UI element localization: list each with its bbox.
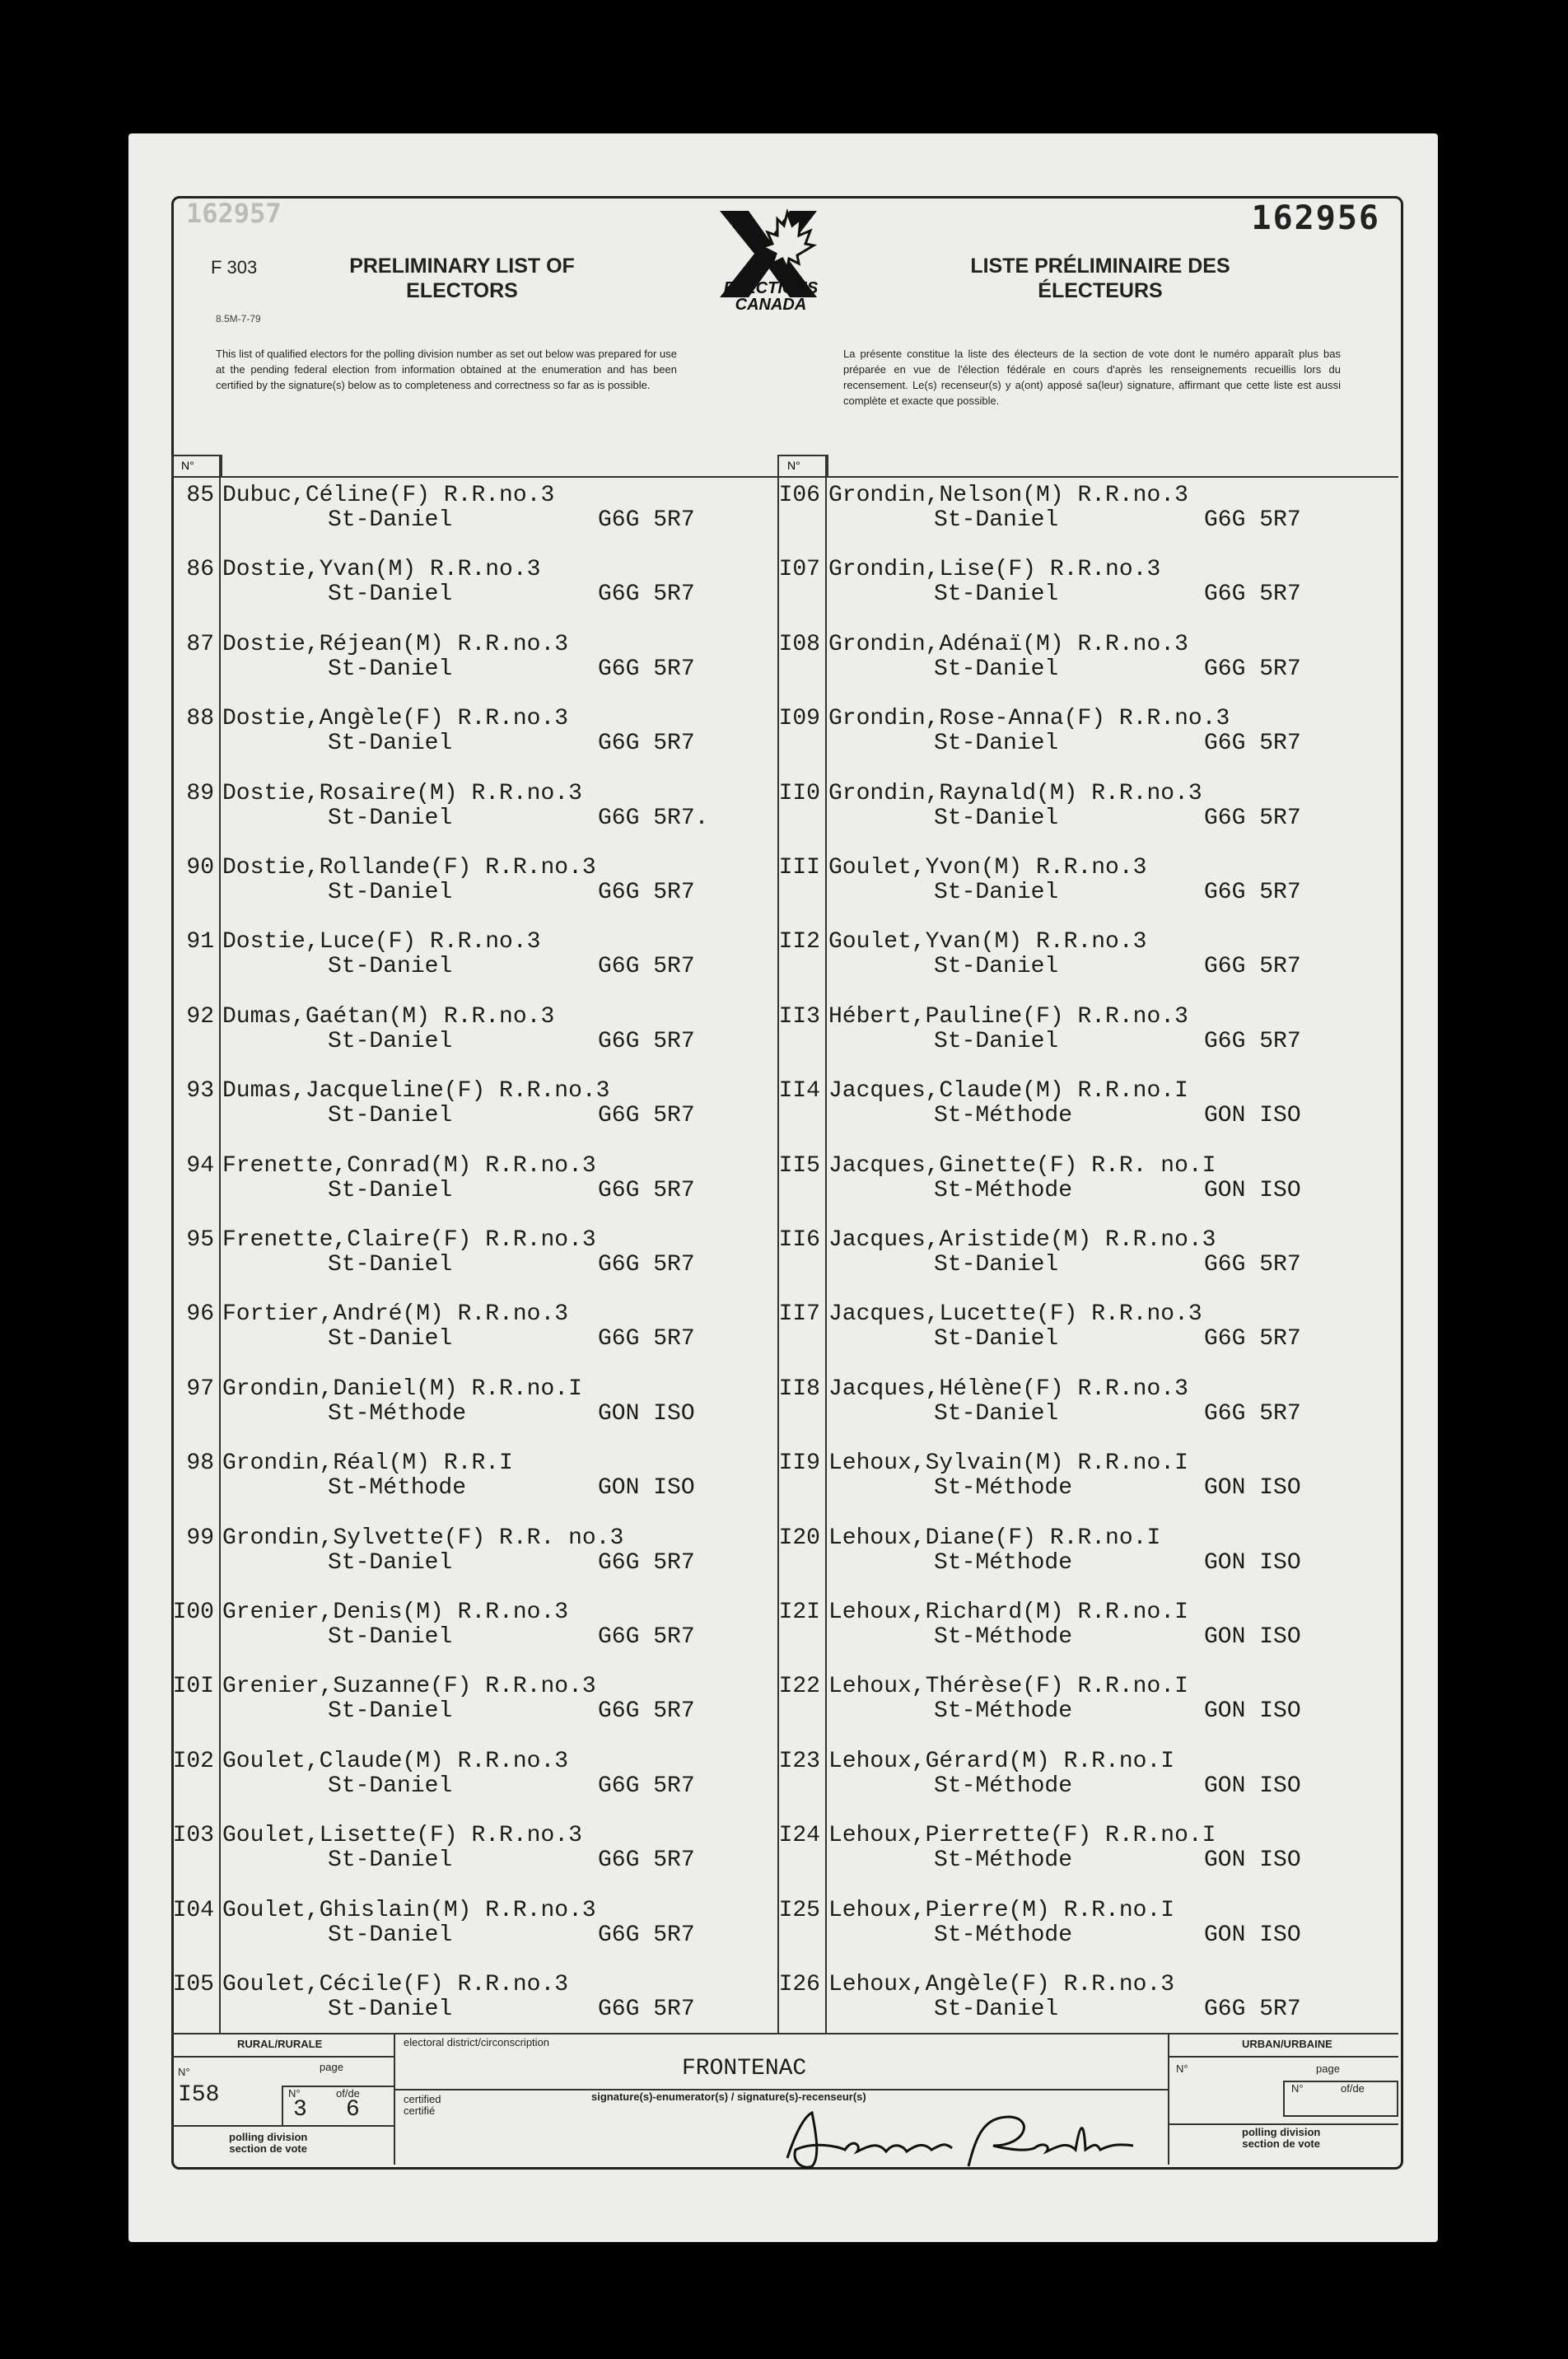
elector-entry xyxy=(171,1004,748,1078)
elector-postal-code: G6G 5R7 xyxy=(1204,656,1301,682)
elector-name: Grondin,Lise(F) R.R.no.3 xyxy=(828,557,1161,583)
entry-number: I25 xyxy=(778,1897,820,1923)
elector-postal-code: GON ISO xyxy=(1204,1624,1301,1650)
elector-postal-code: GON ISO xyxy=(1204,1549,1301,1576)
elector-locality: St-Méthode xyxy=(934,1177,1073,1203)
elector-postal-code: G6G 5R7 xyxy=(598,1177,695,1203)
elector-locality: St-Daniel xyxy=(328,1698,453,1725)
elector-postal-code: GON ISO xyxy=(1204,1103,1301,1129)
elector-postal-code: GON ISO xyxy=(1204,1773,1301,1799)
elector-name: Lehoux,Angèle(F) R.R.no.3 xyxy=(828,1972,1175,1997)
elector-name: Jacques,Lucette(F) R.R.no.3 xyxy=(828,1301,1202,1328)
elector-postal-code: GON ISO xyxy=(1204,1177,1301,1203)
elections-canada-wordmark: ELECTIONS CANADA xyxy=(723,279,819,314)
elector-name: Grondin,Réal(M) R.R.I xyxy=(222,1450,513,1477)
polling-no-label: N° xyxy=(178,2066,190,2078)
entry-number: II4 xyxy=(778,1078,820,1105)
elector-name: Grondin,Sylvette(F) R.R. no.3 xyxy=(222,1525,624,1551)
title-english xyxy=(326,254,598,303)
elector-locality: St-Méthode xyxy=(934,1624,1073,1650)
elector-entry xyxy=(171,557,748,631)
elector-name: Grenier,Suzanne(F) R.R.no.3 xyxy=(222,1674,596,1700)
elector-name: Dostie,Rosaire(M) R.R.no.3 xyxy=(222,780,582,806)
elector-locality: St-Méthode xyxy=(934,1103,1073,1129)
elector-postal-code: G6G 5R7 xyxy=(598,507,695,533)
elector-postal-code: G6G 5R7 xyxy=(598,656,695,682)
elector-postal-code: G6G 5R7. xyxy=(598,805,709,831)
elector-locality: St-Daniel xyxy=(328,656,453,682)
elector-name: Grondin,Nelson(M) R.R.no.3 xyxy=(828,483,1188,508)
elector-entry xyxy=(171,1301,748,1376)
elector-postal-code: G6G 5R7 xyxy=(1204,1028,1301,1054)
entry-number: 86 xyxy=(186,557,214,583)
elector-entry xyxy=(171,1898,748,1972)
form-print-code: 8.5M-7-79 xyxy=(216,313,261,325)
entry-number: II7 xyxy=(778,1301,820,1328)
entry-number: I00 xyxy=(172,1600,214,1625)
elector-locality: St-Daniel xyxy=(328,1847,453,1874)
elector-locality: St-Daniel xyxy=(934,1326,1059,1352)
elector-name: Frenette,Conrad(M) R.R.no.3 xyxy=(222,1152,596,1179)
elector-locality: St-Daniel xyxy=(328,1252,453,1278)
page-number: 3 xyxy=(293,2097,307,2123)
entry-number: 90 xyxy=(186,855,214,881)
elector-name: Goulet,Ghislain(M) R.R.no.3 xyxy=(222,1897,596,1923)
elector-locality: St-Méthode xyxy=(934,1549,1073,1576)
entry-number: I2I xyxy=(778,1600,820,1625)
elector-postal-code: G6G 5R7 xyxy=(598,1103,695,1129)
elector-name: Goulet,Cécile(F) R.R.no.3 xyxy=(222,1972,569,1997)
elector-name: Lehoux,Pierrette(F) R.R.no.I xyxy=(828,1823,1216,1849)
elector-entry xyxy=(777,1004,1354,1078)
elector-name: Grondin,Daniel(M) R.R.no.I xyxy=(222,1376,582,1402)
elector-entry xyxy=(777,855,1354,929)
elector-name: Goulet,Claude(M) R.R.no.3 xyxy=(222,1748,569,1774)
elector-postal-code: G6G 5R7 xyxy=(598,1922,695,1948)
elector-name: Grenier,Denis(M) R.R.no.3 xyxy=(222,1600,569,1625)
elector-locality: St-Daniel xyxy=(328,1103,453,1129)
elector-postal-code: G6G 5R7 xyxy=(1204,1326,1301,1352)
elector-name: Dubuc,Céline(F) R.R.no.3 xyxy=(222,483,555,508)
entry-number: I22 xyxy=(778,1674,820,1700)
elector-name: Frenette,Claire(F) R.R.no.3 xyxy=(222,1227,596,1253)
elector-locality: St-Méthode xyxy=(328,1475,467,1502)
entry-number: II3 xyxy=(778,1003,820,1030)
elector-postal-code: G6G 5R7 xyxy=(598,1698,695,1725)
elector-locality: St-Daniel xyxy=(328,1997,453,2022)
elector-entry xyxy=(777,1749,1354,1823)
elector-locality: St-Daniel xyxy=(934,1997,1059,2022)
elector-entry xyxy=(777,1153,1354,1227)
left-number-column-header: N° xyxy=(171,455,222,478)
entry-number: 91 xyxy=(186,929,214,955)
elector-name: Grondin,Raynald(M) R.R.no.3 xyxy=(828,780,1202,806)
signature-label: signature(s)-enumerator(s) / signature(s)-recenseur(s) xyxy=(591,2090,866,2103)
elector-locality: St-Daniel xyxy=(934,805,1059,831)
elector-name: Lehoux,Richard(M) R.R.no.I xyxy=(828,1600,1188,1625)
elector-entry xyxy=(777,1376,1354,1450)
elector-entry xyxy=(777,632,1354,706)
elector-locality: St-Méthode xyxy=(934,1922,1073,1948)
urban-label: URBAN/URBAINE xyxy=(1242,2038,1332,2050)
title-english-line2: ELECTORS xyxy=(406,279,518,302)
entry-number: II0 xyxy=(778,780,820,806)
elector-postal-code: G6G 5R7 xyxy=(598,1847,695,1874)
entry-number: I24 xyxy=(778,1823,820,1849)
entry-number: I07 xyxy=(778,557,820,583)
elector-name: Goulet,Yvan(M) R.R.no.3 xyxy=(828,929,1147,955)
elector-entry xyxy=(777,1301,1354,1376)
form-footer: RURAL/RURALE URBAN/URBAINE electoral district/circonscription FRONTENAC N° I58 page N° of/de 3 6 polling division section de vote certified certifié signature(s)-enumerator(s) / signature(s)-recenseur(s) N° page N° of/de polling division section de vote xyxy=(171,2033,1398,2165)
elector-entry xyxy=(777,1450,1354,1525)
elector-entry xyxy=(777,1823,1354,1897)
elector-postal-code: GON ISO xyxy=(1204,1475,1301,1502)
elector-entry xyxy=(171,1227,748,1301)
elector-postal-code: G6G 5R7 xyxy=(1204,1252,1301,1278)
certified-label: certified certifié xyxy=(404,2093,441,2117)
elector-name: Jacques,Ginette(F) R.R. no.I xyxy=(828,1152,1216,1179)
elector-locality: St-Daniel xyxy=(934,582,1059,608)
elector-name: Dostie,Réjean(M) R.R.no.3 xyxy=(222,631,569,657)
elector-name: Dostie,Yvan(M) R.R.no.3 xyxy=(222,557,541,583)
elector-entry xyxy=(171,781,748,855)
entry-number: 94 xyxy=(186,1152,214,1179)
elector-locality: St-Daniel xyxy=(934,731,1059,757)
elector-entry xyxy=(171,1450,748,1525)
elector-entry xyxy=(171,706,748,780)
elector-locality: St-Daniel xyxy=(328,1624,453,1650)
elector-locality: St-Daniel xyxy=(934,1028,1059,1054)
title-french xyxy=(927,254,1273,303)
elector-name: Jacques,Hélène(F) R.R.no.3 xyxy=(828,1376,1188,1402)
elector-entry xyxy=(171,1525,748,1600)
entry-number: 92 xyxy=(186,1003,214,1030)
entry-number: I23 xyxy=(778,1748,820,1774)
elector-postal-code: G6G 5R7 xyxy=(1204,1997,1301,2022)
page-total: 6 xyxy=(346,2097,360,2123)
elector-name: Jacques,Aristide(M) R.R.no.3 xyxy=(828,1227,1216,1253)
elector-locality: St-Daniel xyxy=(934,656,1059,682)
elector-entry xyxy=(777,1600,1354,1674)
title-english-line1: PRELIMINARY LIST OF xyxy=(349,255,575,278)
intro-french: La présente constitue la liste des électeurs de la section de vote dont le numéro apparaît plus bas préparée en vue de l'élection fédérale en cours d'après les renseignements recueillis lors du recensement. Le(s) recenseur(s) y a(ont) apposé sa(leur) signature, affirmant que cette liste est aussi complète et exacte que possible. xyxy=(843,348,1341,407)
elector-entry xyxy=(171,1376,748,1450)
intro-english: This list of qualified electors for the polling division number as set out below was prepared for use at the pending federal election from information obtained at the enumeration and has been certified by the signature(s) below as to completeness and correctness so far as is possible. xyxy=(216,348,677,391)
elector-name: Goulet,Lisette(F) R.R.no.3 xyxy=(222,1823,582,1849)
entry-number: 97 xyxy=(186,1376,214,1402)
elector-postal-code: G6G 5R7 xyxy=(598,731,695,757)
elector-locality: St-Daniel xyxy=(328,731,453,757)
elector-name: Dumas,Gaétan(M) R.R.no.3 xyxy=(222,1003,555,1030)
elector-locality: St-Daniel xyxy=(328,805,453,831)
elector-name: Grondin,Adénaï(M) R.R.no.3 xyxy=(828,631,1188,657)
elector-postal-code: GON ISO xyxy=(1204,1922,1301,1948)
elector-locality: St-Daniel xyxy=(328,582,453,608)
elector-entry xyxy=(171,1749,748,1823)
elector-entry xyxy=(171,632,748,706)
elector-locality: St-Daniel xyxy=(328,1549,453,1576)
polling-division-number: I58 xyxy=(178,2082,220,2108)
entry-number: II2 xyxy=(778,929,820,955)
elector-postal-code: G6G 5R7 xyxy=(598,880,695,905)
elector-locality: St-Daniel xyxy=(328,1326,453,1352)
page-label: page xyxy=(320,2061,343,2073)
entry-number: I05 xyxy=(172,1972,214,1997)
elector-postal-code: G6G 5R7 xyxy=(1204,880,1301,905)
entry-number: 99 xyxy=(186,1525,214,1551)
polling-division-label-right: polling division section de vote xyxy=(1242,2126,1321,2150)
elector-entry xyxy=(777,1525,1354,1600)
elector-entry xyxy=(171,855,748,929)
elector-entry xyxy=(171,1078,748,1152)
entry-number: I03 xyxy=(172,1823,214,1849)
elector-entry xyxy=(171,1153,748,1227)
enumerator-signature-icon xyxy=(779,2100,1141,2174)
entry-number: I08 xyxy=(778,631,820,657)
elector-postal-code: G6G 5R7 xyxy=(598,1028,695,1054)
elector-locality: St-Méthode xyxy=(934,1773,1073,1799)
elector-name: Dostie,Angèle(F) R.R.no.3 xyxy=(222,706,569,732)
elector-entry xyxy=(171,929,748,1003)
elector-entry xyxy=(777,557,1354,631)
elector-entry xyxy=(777,1078,1354,1152)
entry-number: I02 xyxy=(172,1748,214,1774)
elector-name: Lehoux,Sylvain(M) R.R.no.I xyxy=(828,1450,1188,1477)
title-french-line2: ÉLECTEURS xyxy=(1038,279,1163,302)
elector-postal-code: G6G 5R7 xyxy=(598,1326,695,1352)
elector-entry xyxy=(171,1823,748,1897)
elector-locality: St-Méthode xyxy=(934,1475,1073,1502)
entry-number: I09 xyxy=(778,706,820,732)
elector-entry xyxy=(777,929,1354,1003)
polling-division-label-left: polling division section de vote xyxy=(229,2131,308,2155)
entry-number: 88 xyxy=(186,706,214,732)
elector-postal-code: G6G 5R7 xyxy=(598,1624,695,1650)
entry-number: 96 xyxy=(186,1301,214,1328)
elector-name: Lehoux,Pierre(M) R.R.no.I xyxy=(828,1897,1175,1923)
entry-number: I0I xyxy=(172,1674,214,1700)
elector-postal-code: G6G 5R7 xyxy=(1204,1400,1301,1427)
entry-number: 89 xyxy=(186,780,214,806)
entry-number: 98 xyxy=(186,1450,214,1477)
entry-number: 85 xyxy=(186,483,214,508)
form-sheet xyxy=(128,133,1438,2242)
district-value: FRONTENAC xyxy=(682,2056,807,2081)
elector-entry xyxy=(777,1898,1354,1972)
entry-number: III xyxy=(778,855,820,881)
serial-number: 162956 xyxy=(1251,199,1380,237)
elector-locality: St-Méthode xyxy=(934,1847,1073,1874)
elector-postal-code: G6G 5R7 xyxy=(1204,731,1301,757)
elector-name: Goulet,Yvon(M) R.R.no.3 xyxy=(828,855,1147,881)
entry-number: I06 xyxy=(778,483,820,508)
elector-postal-code: G6G 5R7 xyxy=(1204,805,1301,831)
entry-number: I04 xyxy=(172,1897,214,1923)
entry-number: I20 xyxy=(778,1525,820,1551)
elector-locality: St-Daniel xyxy=(328,507,453,533)
elector-postal-code: G6G 5R7 xyxy=(598,954,695,980)
right-number-column-header: N° xyxy=(777,455,828,478)
elector-entry xyxy=(777,1674,1354,1748)
elector-postal-code: G6G 5R7 xyxy=(1204,954,1301,980)
elector-postal-code: G6G 5R7 xyxy=(598,1773,695,1799)
elector-name: Lehoux,Gérard(M) R.R.no.I xyxy=(828,1748,1175,1774)
elector-entry xyxy=(171,1600,748,1674)
elector-postal-code: G6G 5R7 xyxy=(598,582,695,608)
rural-label: RURAL/RURALE xyxy=(237,2038,323,2050)
elector-locality: St-Daniel xyxy=(328,880,453,905)
elector-name: Dumas,Jacqueline(F) R.R.no.3 xyxy=(222,1078,610,1105)
elector-name: Dostie,Luce(F) R.R.no.3 xyxy=(222,929,541,955)
entry-number: 93 xyxy=(186,1078,214,1105)
elector-postal-code: G6G 5R7 xyxy=(598,1549,695,1576)
elector-locality: St-Daniel xyxy=(328,954,453,980)
district-label: electoral district/circonscription xyxy=(404,2036,550,2048)
elector-name: Dostie,Rollande(F) R.R.no.3 xyxy=(222,855,596,881)
elector-name: Fortier,André(M) R.R.no.3 xyxy=(222,1301,569,1328)
elector-locality: St-Daniel xyxy=(328,1922,453,1948)
elector-locality: St-Daniel xyxy=(328,1773,453,1799)
ghost-serial-number: 162957 xyxy=(186,198,282,229)
elector-postal-code: G6G 5R7 xyxy=(598,1252,695,1278)
elector-name: Grondin,Rose-Anna(F) R.R.no.3 xyxy=(828,706,1230,732)
elector-locality: St-Daniel xyxy=(934,1400,1059,1427)
elector-locality: St-Daniel xyxy=(328,1177,453,1203)
elector-locality: St-Méthode xyxy=(328,1400,467,1427)
table-top-rule xyxy=(171,476,1398,478)
elector-locality: St-Méthode xyxy=(934,1698,1073,1725)
elector-postal-code: G6G 5R7 xyxy=(1204,507,1301,533)
form-code: F 303 xyxy=(211,257,258,278)
title-french-line1: LISTE PRÉLIMINAIRE DES xyxy=(970,255,1230,278)
elector-name: Lehoux,Diane(F) R.R.no.I xyxy=(828,1525,1161,1551)
elector-locality: St-Daniel xyxy=(934,507,1059,533)
elector-postal-code: G6G 5R7 xyxy=(598,1997,695,2022)
elector-postal-code: GON ISO xyxy=(1204,1698,1301,1725)
elector-entry xyxy=(777,781,1354,855)
elector-locality: St-Daniel xyxy=(934,1252,1059,1278)
elector-postal-code: GON ISO xyxy=(1204,1847,1301,1874)
elector-locality: St-Daniel xyxy=(328,1028,453,1054)
elector-postal-code: GON ISO xyxy=(598,1400,695,1427)
elector-postal-code: GON ISO xyxy=(598,1475,695,1502)
elector-entry xyxy=(171,483,748,557)
entry-number: II8 xyxy=(778,1376,820,1402)
entry-number: II6 xyxy=(778,1227,820,1253)
entry-number: II5 xyxy=(778,1152,820,1179)
elector-locality: St-Daniel xyxy=(934,880,1059,905)
entry-number: I26 xyxy=(778,1972,820,1997)
elector-entry xyxy=(777,483,1354,557)
elector-postal-code: G6G 5R7 xyxy=(1204,582,1301,608)
entry-number: 95 xyxy=(186,1227,214,1253)
elector-name: Hébert,Pauline(F) R.R.no.3 xyxy=(828,1003,1188,1030)
entry-number: 87 xyxy=(186,631,214,657)
elector-name: Jacques,Claude(M) R.R.no.I xyxy=(828,1078,1188,1105)
elector-name: Lehoux,Thérèse(F) R.R.no.I xyxy=(828,1674,1188,1700)
elector-locality: St-Daniel xyxy=(934,954,1059,980)
elector-entry xyxy=(777,706,1354,780)
elector-entry xyxy=(171,1674,748,1748)
entry-number: II9 xyxy=(778,1450,820,1477)
elector-entry xyxy=(777,1227,1354,1301)
